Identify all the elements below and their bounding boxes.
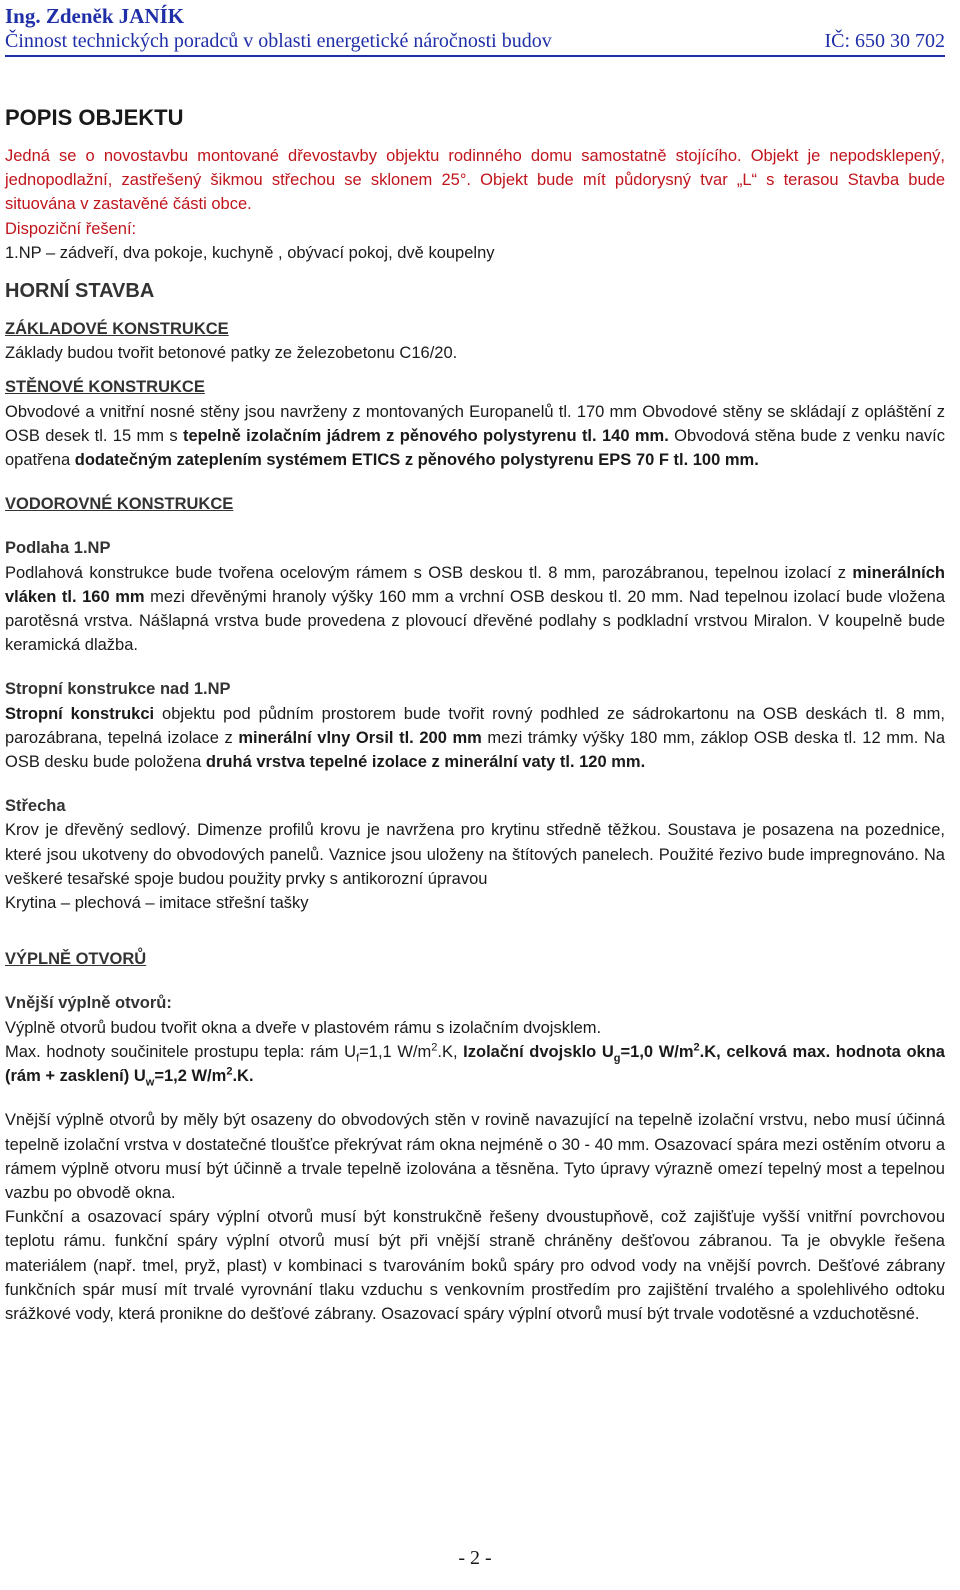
stenove-text-a: Obvodové a vnitřní nosné stěny jsou navrženy z montovaných Europanelů tl. 170 mm Obvodové stěny se skládají z opláštění z OSB desek tl. 15 mm s <box>5 402 945 445</box>
vyplne-values-paragraph <box>5 1040 945 1088</box>
vyplne-text-1: Výplně otvorů budou tvořit okna a dveře v plastovém rámu s izolačním dvojsklem. <box>5 1018 602 1037</box>
strop-paragraph <box>5 702 945 775</box>
header-line <box>5 30 945 57</box>
vyplne-v2-d: Izolační dvojsklo U <box>463 1042 614 1061</box>
podlaha-text-a: Podlahová konstrukce bude tvořena ocelovým rámem s OSB deskou tl. 8 mm, parozábranou, tepelnou izolací z <box>5 563 853 582</box>
stenove-paragraph <box>5 400 945 473</box>
sup-2c: 2 <box>226 1065 233 1078</box>
podlaha-text-c: mezi dřevěnými hranoly výšky 160 mm a vrchní OSB deskou tl. 20 mm. Nad tepelnou izolací bude vložena parotěsná vrstva. Nášlapná vrstva bude provedena z plovoucí dřevěné podlahy s podkladní vrstvou Miralon. V koupelně bude keramická dlažba. <box>5 587 945 655</box>
podlaha-paragraph <box>5 561 945 658</box>
sub-w: w <box>145 1076 155 1089</box>
subtitle-stenove: STĚNOVÉ KONSTRUKCE <box>5 378 205 397</box>
subtitle-strop: Stropní konstrukce nad 1.NP <box>5 680 231 699</box>
popis-paragraph: Jedná se o novostavbu montované dřevostavby objektu rodinného domu samostatně stojícího. Objekt je nepodsklepený, jednopodlažní, zastřešený šikmou střechou se sklonem 25°. Objekt bude mít půdorysný tvar „L“ s terasou Stavba bude situována v zastavěné části obce. <box>5 147 945 214</box>
document-body <box>5 104 945 1326</box>
vyplne-paragraph-3: Vnější výplně otvorů by měly být osazeny do obvodových stěn v rovině navazující na tepelně izolační vrstvu, nebo musí účinná tepelně izolační vrstva v dostatečné tloušťce překrývat rám okna nejméně o 30 - 40 mm. Osazovací spára mezi ostěním otvoru a rámem výplně otvoru musí být účinně a trvale tepelně izolována a těsněna. Tyto úpravy výrazně omezí tepelný most a tepelnou vazbu po obvodě okna. <box>5 1111 945 1202</box>
subtitle-vyplne: VÝPLNĚ OTVORŮ <box>5 950 147 969</box>
sub-f: f <box>356 1052 360 1065</box>
vyplne-v2-b: =1,1 W/m <box>359 1042 432 1061</box>
vyplne-v2-g: =1,2 W/m <box>154 1067 227 1086</box>
podlaha-text-b: minerálních vláken tl. 160 mm <box>5 563 945 606</box>
strop-text-e: druhá vrstva tepelné izolace z minerální vaty tl. 120 mm. <box>205 753 646 772</box>
ic-number: IČ: 650 30 702 <box>824 30 945 52</box>
author-name: Ing. Zdeněk JANÍK <box>5 4 185 28</box>
page-number: - 2 - <box>458 1547 492 1569</box>
vyplne-v2-c: .K, <box>437 1042 464 1061</box>
stenove-text-d: dodatečným zateplením systémem ETICS z pěnového polystyrenu EPS 70 F tl. 100 mm. <box>74 451 759 470</box>
stenove-text-c: Obvodová stěna bude z venku navíc opatřena <box>5 426 945 470</box>
subtitle-strecha: Střecha <box>5 797 66 816</box>
strop-text-a: Stropní konstrukci <box>5 704 155 723</box>
section-title-horni: HORNÍ STAVBA <box>5 280 155 303</box>
vyplne-v2-e: =1,0 W/m <box>620 1042 694 1061</box>
activity-text: Činnost technických poradců v oblasti energetické náročnosti budov <box>5 30 552 52</box>
dispozice-text: 1.NP – zádveří, dva pokoje, kuchyně , obývací pokoj, dvě koupelny <box>5 243 495 262</box>
dispozice-label: Dispoziční řešení: <box>5 219 137 238</box>
sup-2b: 2 <box>693 1041 700 1054</box>
vyplne-v2-h: .K. <box>232 1067 254 1086</box>
sup-2a: 2 <box>431 1041 438 1054</box>
subtitle-zakladove: ZÁKLADOVÉ KONSTRUKCE <box>5 320 229 339</box>
vyplne-v2-f: .K, celková max. hodnota okna (rám + zasklení) U <box>5 1042 945 1086</box>
vyplne-paragraph-4: Funkční a osazovací spáry výplní otvorů musí být konstrukčně řešeny dvoustupňově, což zajišťuje vyšší vnitřní povrchovou teplotu rámu. funkční spáry výplní otvorů musí být při vnější straně chráněny dešťovou zábranou. Ta je obvykle řešena materiálem (např. tmel, pryž, plast) v kombinaci s tvarováním boků spáry pro odvod vody na vnější povrch. Dešťové zábrany funkčních spár musí mít trvalé vyrovnání tlaku vzduchu s venkovním prostředím pro zajištění trvalého a spolehlivého odtoku srážkové vody, která pronikne do dešťové zábrany. Osazovací spáry výplní otvorů musí být trvale vodotěsné a vzduchotěsné. <box>5 1208 945 1323</box>
zakladove-text: Základy budou tvořit betonové patky ze železobetonu C16/20. <box>5 344 458 363</box>
subtitle-vodorovne: VODOROVNÉ KONSTRUKCE <box>5 495 234 514</box>
strop-text-d: mezi trámky výšky 180 mm, záklop OSB deska tl. 12 mm. Na OSB desku bude položena <box>5 728 945 772</box>
vyplne-v2-a: Max. hodnoty součinitele prostupu tepla: rám U <box>5 1042 357 1061</box>
sub-g: g <box>613 1052 621 1065</box>
strop-text-b: objektu pod půdním prostorem bude tvořit rovný podhled ze sádrokartonu na OSB deskách tl. 8 mm, parozábrana, tepelná izolace z <box>5 704 945 747</box>
section-title-popis: POPIS OBJEKTU <box>5 105 184 130</box>
krytina-text: Krytina – plechová – imitace střešní tašky <box>5 894 309 913</box>
stenove-text-b: tepelně izolačním jádrem z pěnového polystyrenu tl. 140 mm. <box>183 426 669 445</box>
strecha-paragraph: Krov je dřevěný sedlový. Dimenze profilů krovu je navržena pro krytinu středně těžkou. Soustava je posazena na pozednice, které jsou ukotveny do obvodových panelů. Vaznice jsou uloženy na štítových panelech. Použité řezivo bude impregnováno. Na veškeré tesařské spoje budou použity prvky s antikorozní úpravou <box>5 821 945 888</box>
subtitle-podlaha: Podlaha 1.NP <box>5 539 111 558</box>
subtitle-vnejsi: Vnější výplně otvorů: <box>5 994 172 1013</box>
strop-text-c: minerální vlny Orsil tl. 200 mm <box>238 728 482 747</box>
